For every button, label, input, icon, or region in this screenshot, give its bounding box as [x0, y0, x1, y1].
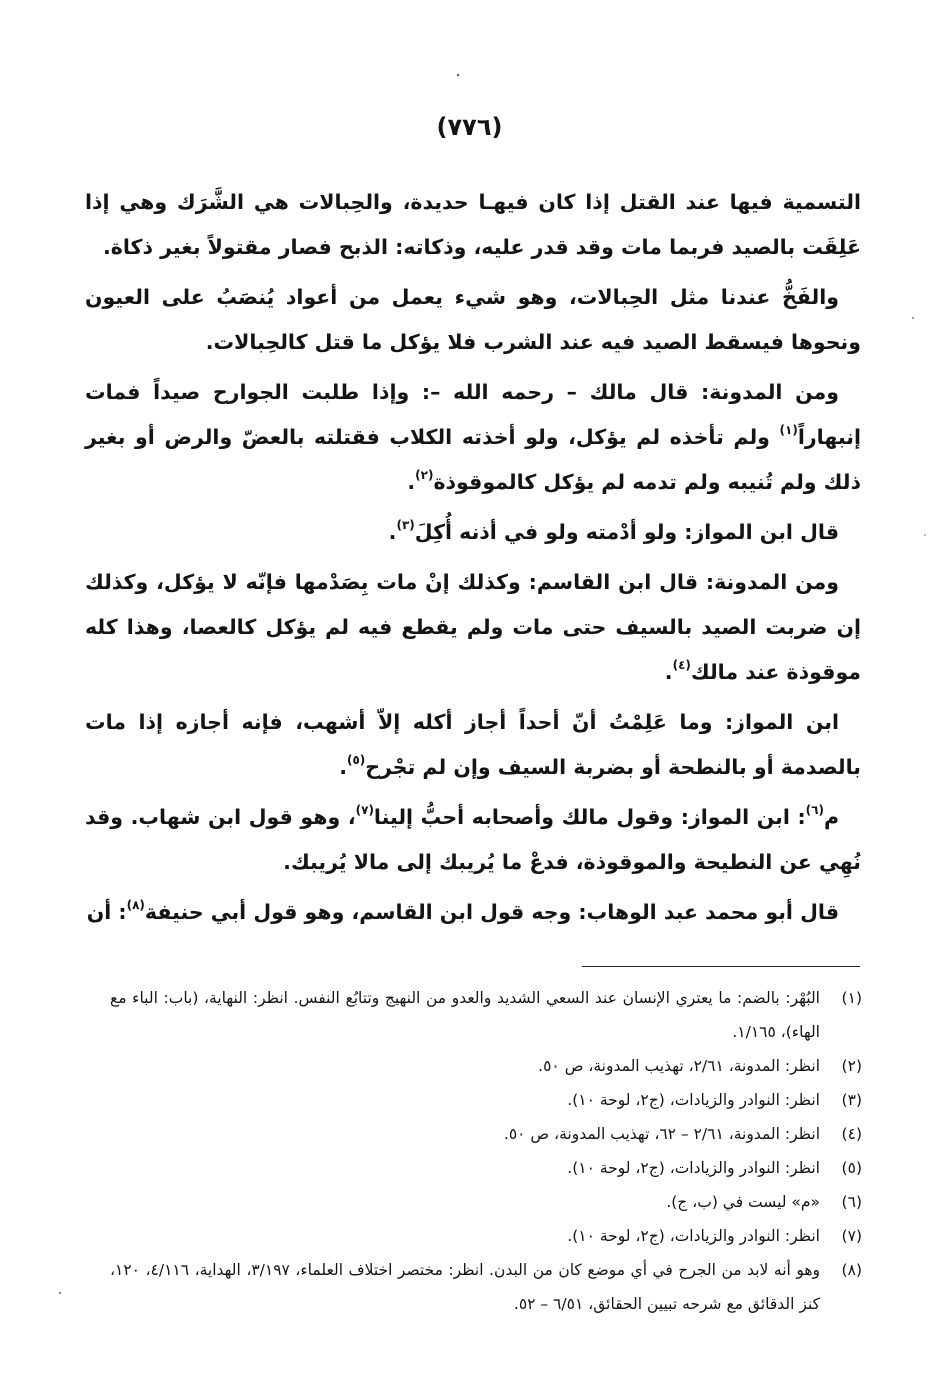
- scan-speck: [924, 534, 926, 536]
- footnote-number: (٦): [841, 1193, 862, 1211]
- paragraph-3: ومن المدونة: قال مالك – رحمه الله –: وإذا طلبت الجوارح صيداً فمات إنبهاراً$^{(١)}$ ولم تأخذه لم يؤكل، ولو أخذته الكلاب فقتلته بالعضّ والرض أو بغير ذلك ولم تُنيبه ولم تدمه لم يؤكل كالموقوذة$^{(٢)}$.: [85, 380, 861, 494]
- paragraph-5: ومن المدونة: قال ابن القاسم: وكذلك إنْ مات بِصَدْمها فإنّه لا يؤكل، وكذلك إن ضربت الصيد بالسيف حتى مات ولم يقطع فيه لم يؤكل كالعصا، وهذا كله موقوذة عند مالك$^{(٤)}$.: [85, 570, 861, 684]
- footnote-text: وهو أنه لابد من الجرح في أي موضع كان من البدن. انظر: مختصر اختلاف العلماء، ٣/١٩٧، الهداية، ٤/١١٦، ١٢٠، كنز الدقائق مع شرحه تبيين الحقائق، ٦/٥١ – ٥٢.: [110, 1261, 820, 1313]
- footnote-number: (٥): [841, 1159, 862, 1177]
- footnote-number: (٨): [841, 1261, 862, 1279]
- paragraph-7: م$^{(٦)}$: ابن المواز: وقول مالك وأصحابه أحبُّ إلينا$^{(٧)}$، وهو قول ابن شهاب. وقد نُهِي عن النطيحة والموقوذة، فدعْ ما يُريبك إلى مالا يُريبك.: [85, 803, 861, 874]
- footnote-ref-1: (١): [779, 423, 798, 437]
- footnote-text: انظر: النوادر والزيادات، (ج٢، لوحة ١٠).: [567, 1091, 820, 1109]
- footnote-ref-3: (٣): [396, 518, 415, 532]
- footnote-number: (٤): [841, 1125, 862, 1143]
- footnote-ref-6: (٦): [805, 803, 824, 817]
- paragraph-6: ابن المواز: وما عَلِمْتُ أنّ أحداً أجاز أكله إلاّ أشهب، فإنه أجازه إذا مات بالصدمة أو بالنطحة أو بضربة السيف وإن لم تجْرح$^{(٥)}$.: [85, 710, 861, 779]
- footnote-number: (٧): [841, 1227, 862, 1245]
- paragraph-8: قال أبو محمد عبد الوهاب: وجه قول ابن القاسم، وهو قول أبي حنيفة$^{(٨)}$: أن: [86, 898, 839, 924]
- paragraph-1: التسمية فيها عند القتل إذا كان فيهـا حديدة، والحِبالات هي الشَّرَك وهي إذا عَلِقَت بالصيد فربما مات وقد قدر عليه، وذكاته: الذبح فصار مقتولاً بغير ذكاة.: [85, 190, 861, 259]
- footnote-text: انظر: المدونة، ٢/٦١، تهذيب المدونة، ص ٥٠.: [538, 1057, 820, 1075]
- footnote-ref-4: (٤): [672, 658, 691, 672]
- scan-speck: [912, 317, 914, 319]
- footnote-text: انظر: النوادر والزيادات، (ج٢، لوحة ١٠).: [567, 1159, 820, 1177]
- footnote-ref-8: (٨): [126, 898, 145, 912]
- footnote-text: انظر: المدونة، ٢/٦١ – ٦٢، تهذيب المدونة، ص ٥٠.: [503, 1125, 820, 1143]
- footnote-number: (١): [841, 989, 862, 1007]
- footnote-ref-2: (٢): [415, 468, 434, 482]
- paragraph-4: قال ابن المواز: ولو أدْمته ولو في أذنه أُكِلَ$^{(٣)}$.: [388, 518, 839, 544]
- paragraph-2: والفَخُّ عندنا مثل الحِبالات، وهو شيء يعمل من أعواد يُنصَبُ على العيون ونحوها فيسقط الصيد فيه عند الشرب فلا يؤكل ما قتل كالحِبالات.: [85, 285, 861, 354]
- footnote-number: (٣): [841, 1091, 862, 1109]
- footnote-ref-5: (٥): [346, 753, 366, 767]
- footnote-number: (٢): [841, 1057, 862, 1075]
- scan-speck: [457, 74, 459, 76]
- footnote-ref-7: (٧): [355, 803, 374, 817]
- footnote-text: انظر: النوادر والزيادات، (ج٢، لوحة ١٠).: [567, 1227, 820, 1245]
- scan-speck: [59, 1292, 61, 1294]
- page-number: (٧٧٦): [436, 113, 503, 141]
- footnote-text: البُهْر: بالضم: ما يعتري الإنسان عند السعي الشديد والعدو من النهيج وتتابُع النفس. انظر: النهاية، (باب: الباء مع الهاء)، ١/١٦٥.: [110, 989, 820, 1041]
- footnote-text: «م» ليست في (ب، ج).: [666, 1193, 820, 1211]
